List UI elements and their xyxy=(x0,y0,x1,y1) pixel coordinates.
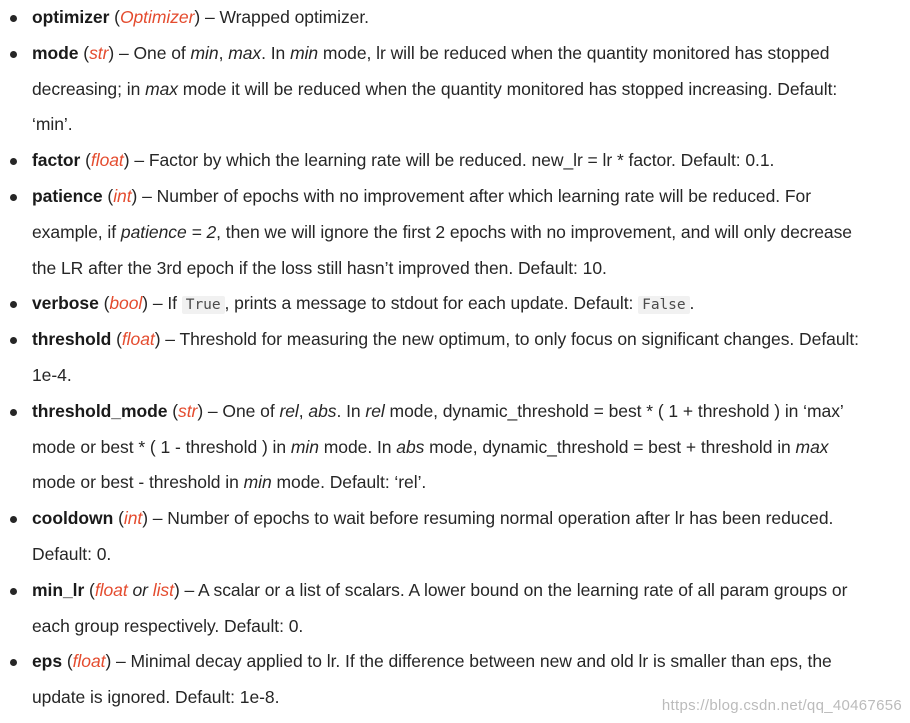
description-text: each group respectively. Default: 0. xyxy=(32,615,304,636)
emphasis-text: min xyxy=(290,42,319,63)
description-text: , prints a message to stdout for each update. Default: xyxy=(224,293,639,314)
param-type: float xyxy=(94,579,128,600)
description-text: mode. Default: ‘rel’. xyxy=(271,472,427,493)
description-text: – One of xyxy=(203,400,280,421)
param-line: threshold (float) – Threshold for measuring the new optimum, to only focus on significant changes. Default: xyxy=(32,329,859,350)
param-line xyxy=(32,251,910,287)
param-item-factor xyxy=(0,143,910,179)
param-item-verbose xyxy=(0,286,910,322)
param-item-patience xyxy=(0,179,910,286)
description-text: – If xyxy=(148,293,182,314)
description-text: mode, lr will be reduced when the quantity monitored has stopped xyxy=(318,42,830,63)
param-name: threshold xyxy=(32,329,112,350)
description-text: – Threshold for measuring the new optimum, to only focus on significant changes. Default: xyxy=(160,329,859,350)
description-text: Default: 0. xyxy=(32,543,112,564)
param-line: optimizer (Optimizer) – Wrapped optimizer. xyxy=(32,7,369,27)
emphasis-text: abs xyxy=(396,436,425,457)
description-text: ‘min’. xyxy=(32,114,73,135)
watermark: https://blog.csdn.net/qq_40467656 xyxy=(661,697,902,714)
param-type: int xyxy=(113,186,132,206)
param-line xyxy=(32,609,910,645)
bullet xyxy=(10,588,17,595)
description-text: – A scalar or a list of scalars. A lower bound on the learning rate of all param groups or xyxy=(179,579,848,600)
param-type: list xyxy=(152,579,174,600)
bullet xyxy=(10,337,17,344)
description-text: mode, dynamic_threshold = best * ( 1 + threshold ) in ‘max’ xyxy=(384,400,844,421)
param-line: verbose (bool) – If True , prints a message to stdout for each update. Default: False . xyxy=(32,293,695,314)
param-line: eps (float) – Minimal decay applied to lr. If the difference between new and old lr is smaller than eps, the xyxy=(32,651,832,672)
param-line xyxy=(32,537,910,573)
param-line: factor (float) – Factor by which the learning rate will be reduced. new_lr = lr * factor. Default: 0.1. xyxy=(32,150,775,171)
description-text: mode it will be reduced when the quantity monitored has stopped increasing. Default: xyxy=(178,78,838,99)
param-name: min_lr xyxy=(32,579,85,600)
description-text: , xyxy=(298,400,309,421)
description-text: , xyxy=(218,42,229,63)
description-text: – One of xyxy=(114,42,191,63)
description-text: . In xyxy=(336,400,366,421)
param-line: cooldown (int) – Number of epochs to wait before resuming normal operation after lr has been reduced. xyxy=(32,508,834,529)
description-text: . In xyxy=(261,42,291,63)
description-text: decreasing; in xyxy=(32,78,146,99)
param-name: threshold_mode xyxy=(32,400,168,421)
param-item-cooldown xyxy=(0,501,910,573)
description-text: – Number of epochs to wait before resuming normal operation after lr has been reduced. xyxy=(147,508,834,529)
bullet xyxy=(10,15,17,22)
param-name: optimizer xyxy=(32,7,110,27)
param-type: Optimizer xyxy=(119,7,195,27)
param-item-optimizer xyxy=(0,0,910,36)
bullet xyxy=(10,51,17,58)
param-name: patience xyxy=(32,186,103,206)
param-type: bool xyxy=(109,293,143,314)
emphasis-text: min xyxy=(290,436,319,457)
param-name: eps xyxy=(32,651,63,672)
description-text: – Number of epochs with no improvement after which learning rate will be reduced. For xyxy=(137,186,811,206)
description-text: , then we will ignore the first 2 epochs with no improvement, and will only decrease xyxy=(216,221,852,242)
param-line: threshold_mode (str) – One of rel, abs. In rel mode, dynamic_threshold = best * ( 1 + threshold ) in ‘max’ xyxy=(32,400,844,421)
emphasis-text: patience = 2 xyxy=(120,221,217,242)
param-line: mode (str) – One of min, max. In min mode, lr will be reduced when the quantity monitored has stopped xyxy=(32,42,830,63)
param-line xyxy=(32,358,910,394)
bullet xyxy=(10,409,17,416)
emphasis-text: max xyxy=(145,78,178,99)
emphasis-text: rel xyxy=(279,400,299,421)
param-line: min_lr (float or list) – A scalar or a list of scalars. A lower bound on the learning rate of all param groups or xyxy=(32,579,848,600)
emphasis-text: max xyxy=(228,42,262,63)
description-text: 1e-4. xyxy=(32,364,72,385)
description-text: mode or best * ( 1 - threshold ) in xyxy=(32,436,291,457)
description-text: – Factor by which the learning rate will be reduced. new_lr = lr * factor. Default: 0.1. xyxy=(129,150,775,171)
param-item-mode xyxy=(0,36,910,143)
param-type: float xyxy=(72,651,106,672)
description-text: update is ignored. Default: 1e-8. xyxy=(32,687,280,708)
param-item-threshold xyxy=(0,322,910,394)
description-text: . xyxy=(689,293,695,314)
param-line: patience (int) – Number of epochs with no improvement after which learning rate will be reduced. For xyxy=(32,186,811,206)
param-type: str xyxy=(178,400,198,421)
emphasis-text: rel xyxy=(365,400,385,421)
param-type: str xyxy=(89,42,109,63)
param-item-min-lr xyxy=(0,573,910,645)
param-name: factor xyxy=(32,150,81,171)
emphasis-text: abs xyxy=(308,400,337,421)
param-line xyxy=(32,465,910,501)
emphasis-text: min xyxy=(243,472,272,493)
description-text: – Wrapped optimizer. xyxy=(200,7,369,27)
inline-code: False xyxy=(638,296,689,314)
param-line xyxy=(32,107,910,143)
bullet xyxy=(10,194,17,201)
bullet xyxy=(10,516,17,523)
param-name: cooldown xyxy=(32,508,114,529)
description-text: the LR after the 3rd epoch if the loss still hasn’t improved then. Default: 10. xyxy=(32,257,607,278)
param-type: float xyxy=(121,329,155,350)
param-type: float xyxy=(90,150,124,171)
param-name: mode xyxy=(32,42,79,63)
inline-code: True xyxy=(182,296,225,314)
bullet xyxy=(10,659,17,666)
bullet xyxy=(10,301,17,308)
param-line xyxy=(32,430,910,466)
description-text: mode. In xyxy=(318,436,397,457)
description-text: mode or best - threshold in xyxy=(32,472,244,493)
description-text: – Minimal decay applied to lr. If the difference between new and old lr is smaller than eps, the xyxy=(111,651,832,672)
param-item-threshold-mode xyxy=(0,394,910,501)
param-type: int xyxy=(123,508,143,529)
bullet xyxy=(10,158,17,165)
emphasis-text: max xyxy=(795,436,829,457)
emphasis-text: min xyxy=(190,42,219,63)
description-text: mode, dynamic_threshold = best + threshold in xyxy=(424,436,796,457)
description-text: example, if xyxy=(32,221,121,242)
param-line xyxy=(32,72,910,108)
param-name: verbose xyxy=(32,293,99,314)
param-line xyxy=(32,215,910,251)
